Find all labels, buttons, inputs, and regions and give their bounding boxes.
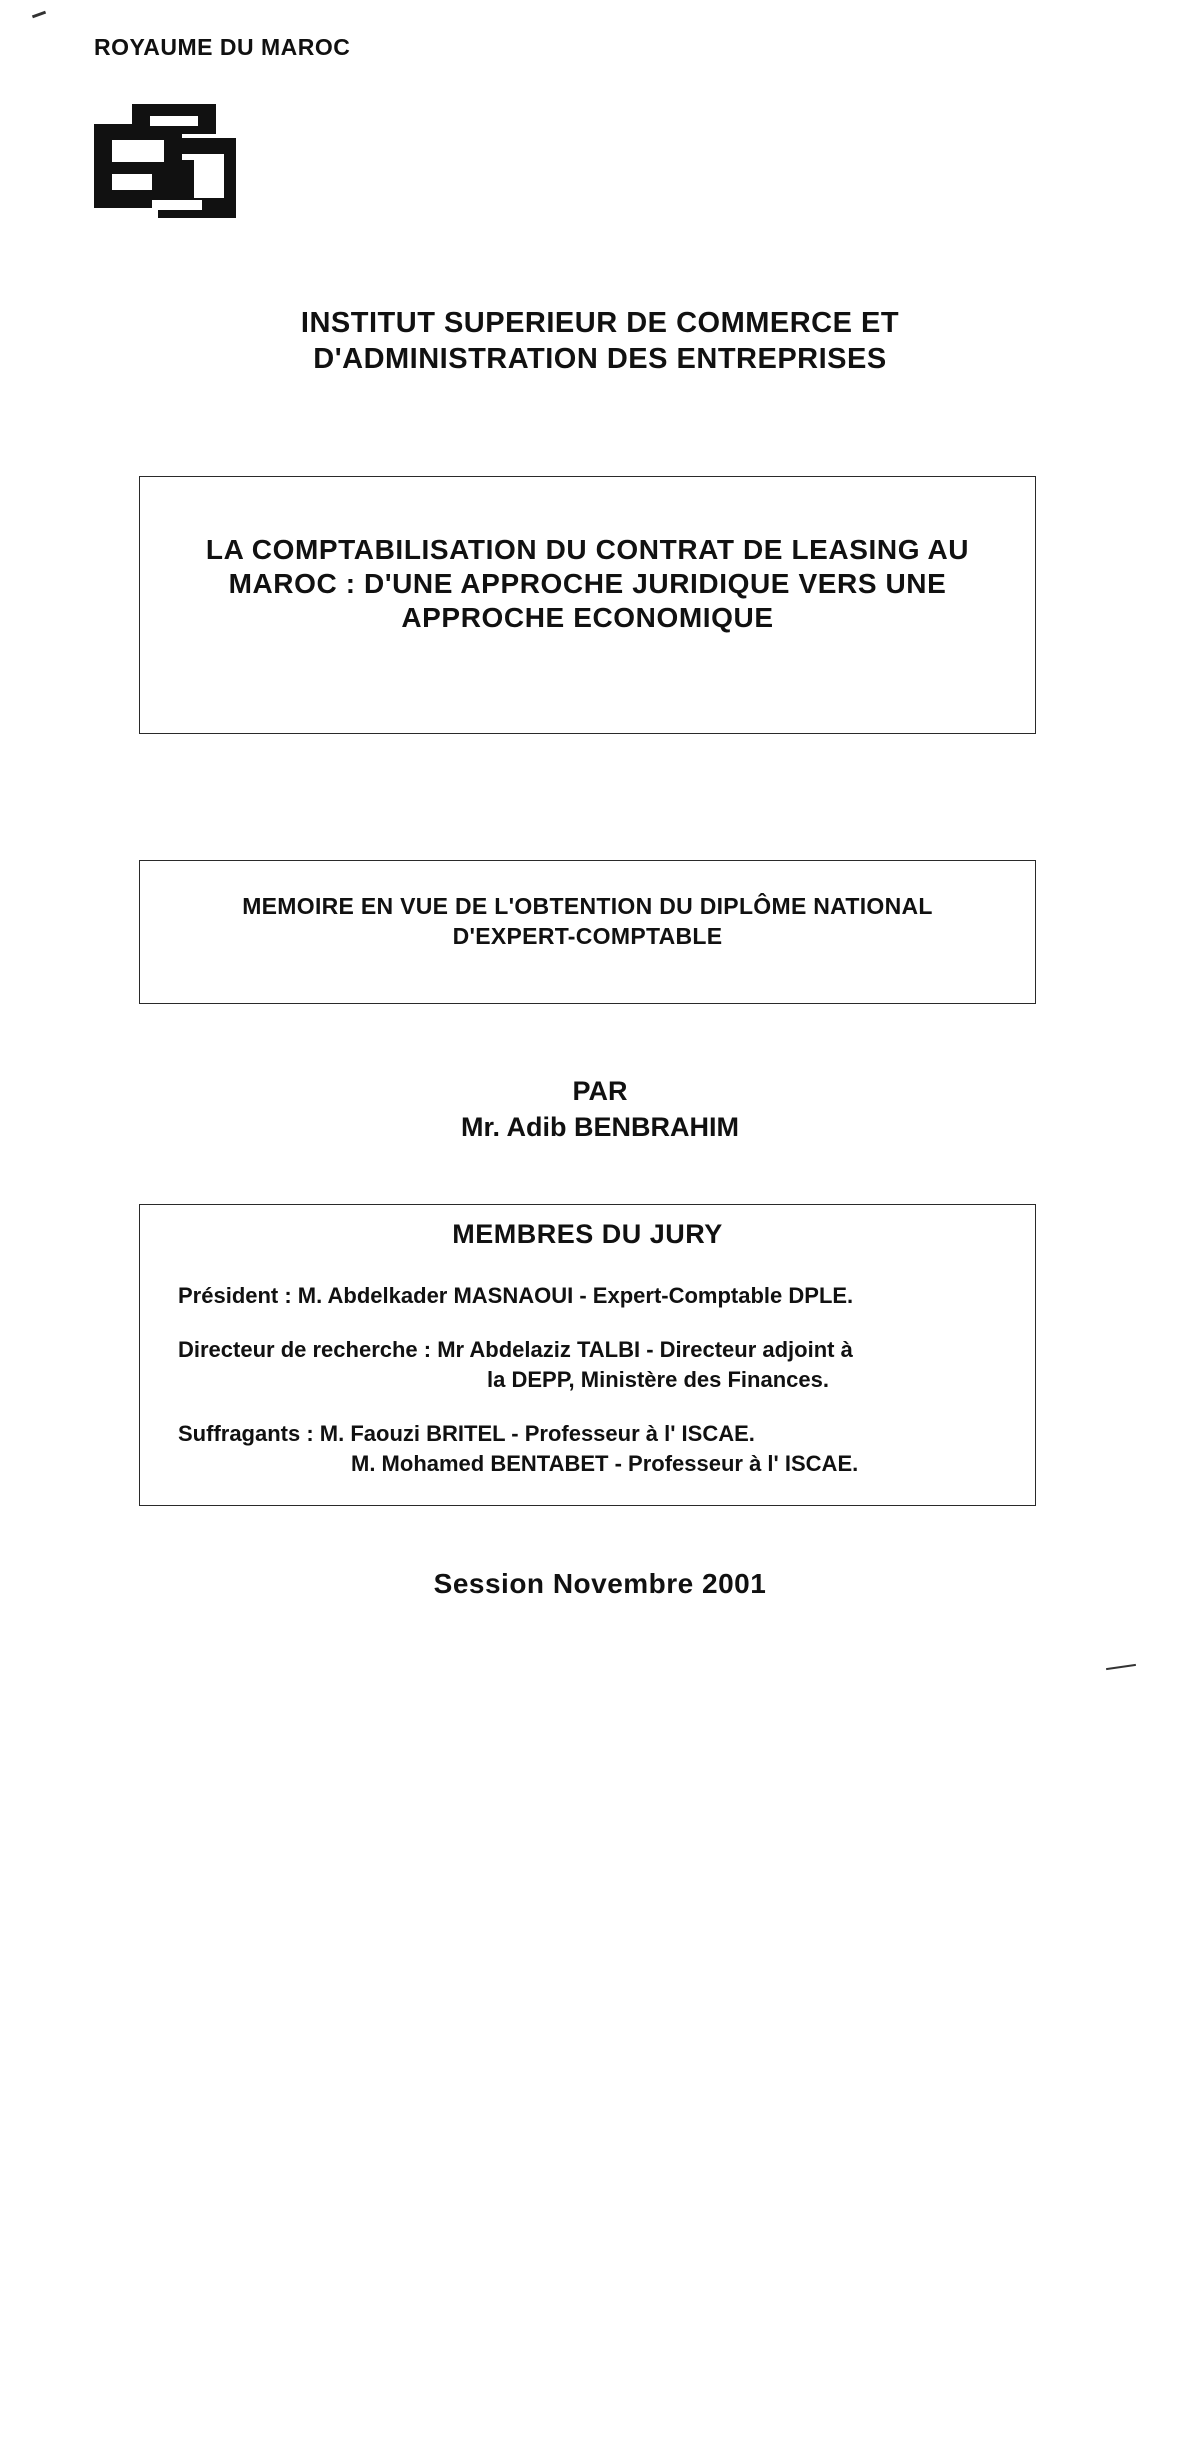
country-label: ROYAUME DU MAROC [94, 34, 351, 60]
author-block [0, 1073, 1200, 1145]
thesis-title-line: APPROCHE ECONOMIQUE [401, 602, 774, 633]
author-name: Mr. Adib BENBRAHIM [461, 1112, 739, 1142]
jury-suffragants: Suffragants : M. Faouzi BRITEL - Professeur à l' ISCAE. [178, 1421, 755, 1446]
scan-mark [1106, 1664, 1136, 1670]
institute-name [0, 305, 1200, 377]
jury-president: Président : M. Abdelkader MASNAOUI - Expert-Comptable DPLE. [178, 1283, 854, 1308]
institute-line: INSTITUT SUPERIEUR DE COMMERCE ET [300, 307, 900, 339]
iscae-logo-icon [92, 100, 240, 220]
jury-suffragants-cont: M. Mohamed BENTABET - Professeur à l' ISCAE. [351, 1451, 859, 1476]
jury-directeur: Directeur de recherche : Mr Abdelaziz TALBI - Directeur adjoint à [178, 1337, 853, 1362]
scan-mark [32, 11, 46, 19]
par-label: PAR [572, 1076, 628, 1106]
thesis-title [140, 533, 1035, 635]
degree-line: MEMOIRE EN VUE DE L'OBTENTION DU DIPLÔME NATIONAL [242, 893, 933, 919]
thesis-title-box [139, 476, 1036, 734]
jury-directeur-cont: la DEPP, Ministère des Finances. [487, 1367, 829, 1392]
thesis-title-line: MAROC : D'UNE APPROCHE JURIDIQUE VERS UNE [228, 568, 947, 599]
jury-box [139, 1204, 1036, 1506]
degree-box [139, 860, 1036, 1004]
jury-heading: MEMBRES DU JURY [452, 1219, 723, 1249]
session-date: Session Novembre 2001 [433, 1568, 767, 1599]
degree-line: D'EXPERT-COMPTABLE [452, 923, 723, 949]
thesis-title-line: LA COMPTABILISATION DU CONTRAT DE LEASING AU [205, 534, 970, 565]
degree-text [140, 891, 1035, 951]
institute-line: D'ADMINISTRATION DES ENTREPRISES [313, 343, 887, 375]
